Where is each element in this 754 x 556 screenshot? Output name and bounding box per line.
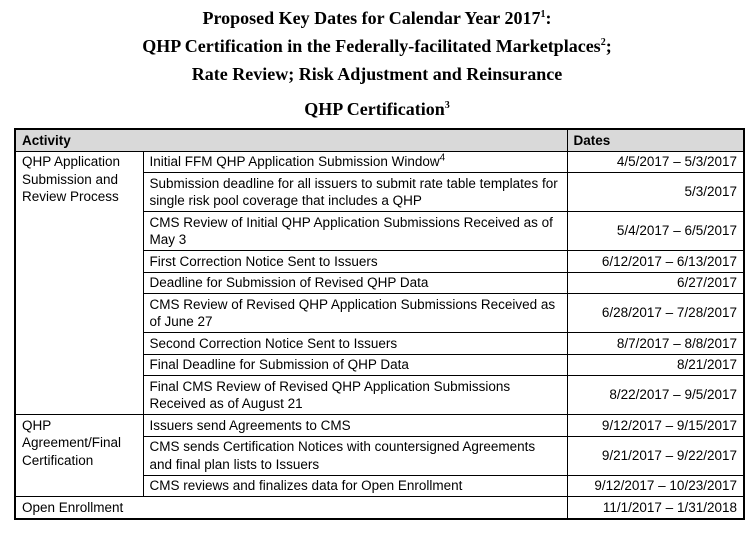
date-cell: 4/5/2017 – 5/3/2017 [567,151,744,173]
activity-desc-cell: Second Correction Notice Sent to Issuers [143,333,567,355]
activity-group-qhp-application: QHP Application Submission and Review Process [15,151,143,415]
table-header-dates: Dates [567,129,744,151]
activity-desc-cell: Deadline for Submission of Revised QHP Data [143,272,567,294]
activity-desc-cell: Issuers send Agreements to CMS [143,415,567,437]
footnote-marker-4: 4 [439,152,446,164]
table-row-initial-ffm-window [15,151,744,173]
date-cell: 6/12/2017 – 6/13/2017 [567,251,744,273]
title-line-1-text: Proposed Key Dates for Calendar Year 2017 [202,8,541,28]
date-cell: 5/3/2017 [567,173,744,212]
section-heading-text: QHP Certification [304,99,445,119]
activity-desc-cell: Submission deadline for all issuers to submit rate table templates for single risk pool coverage that includes a QHP [143,173,567,212]
footnote-marker-1: 1 [540,9,546,20]
table-row-open-enrollment [15,497,744,519]
activity-desc-text: Initial FFM QHP Application Submission Window [149,154,440,169]
activity-desc-cell: CMS sends Certification Notices with countersigned Agreements and final plan lists to Issuers [143,436,567,475]
activity-desc-cell: Final CMS Review of Revised QHP Application Submissions Received as of August 21 [143,376,567,415]
activity-desc-cell: CMS Review of Revised QHP Application Submissions Received as of June 27 [143,294,567,333]
activity-desc-cell: First Correction Notice Sent to Issuers [143,251,567,273]
title-line-3-text: Rate Review; Risk Adjustment and Reinsurance [191,64,563,84]
date-cell: 6/28/2017 – 7/28/2017 [567,294,744,333]
date-cell: 9/12/2017 – 10/23/2017 [567,475,744,497]
activity-desc-cell: CMS Review of Initial QHP Application Submissions Received as of May 3 [143,212,567,251]
footnote-marker-2: 2 [600,37,606,48]
key-dates-table [14,128,745,520]
activity-group-qhp-agreement: QHP Agreement/Final Certification [15,415,143,497]
activity-desc-cell: CMS reviews and finalizes data for Open Enrollment [143,475,567,497]
activity-desc-cell: Final Deadline for Submission of QHP Data [143,354,567,376]
date-cell: 8/7/2017 – 8/8/2017 [567,333,744,355]
date-cell: 9/21/2017 – 9/22/2017 [567,436,744,475]
title-line-3 [0,60,754,88]
date-cell: 11/1/2017 – 1/31/2018 [567,497,744,519]
footnote-marker-3: 3 [444,100,450,111]
title-line-2-suffix: ; [605,36,612,56]
activity-group-open-enrollment: Open Enrollment [15,497,567,519]
table-header-row [15,129,744,151]
title-line-1-suffix: : [545,8,552,28]
title-line-2-text: QHP Certification in the Federally-facilitated Marketplaces [142,36,601,56]
title-line-1 [0,4,754,32]
date-cell: 6/27/2017 [567,272,744,294]
activity-desc-cell [143,151,567,173]
document-title [0,4,754,88]
section-heading-qhp-certification [0,97,754,121]
date-cell: 8/21/2017 [567,354,744,376]
date-cell: 8/22/2017 – 9/5/2017 [567,376,744,415]
date-cell: 9/12/2017 – 9/15/2017 [567,415,744,437]
table-header-activity: Activity [15,129,567,151]
title-line-2 [0,32,754,60]
table-row-issuers-send-agreements [15,415,744,437]
date-cell: 5/4/2017 – 6/5/2017 [567,212,744,251]
